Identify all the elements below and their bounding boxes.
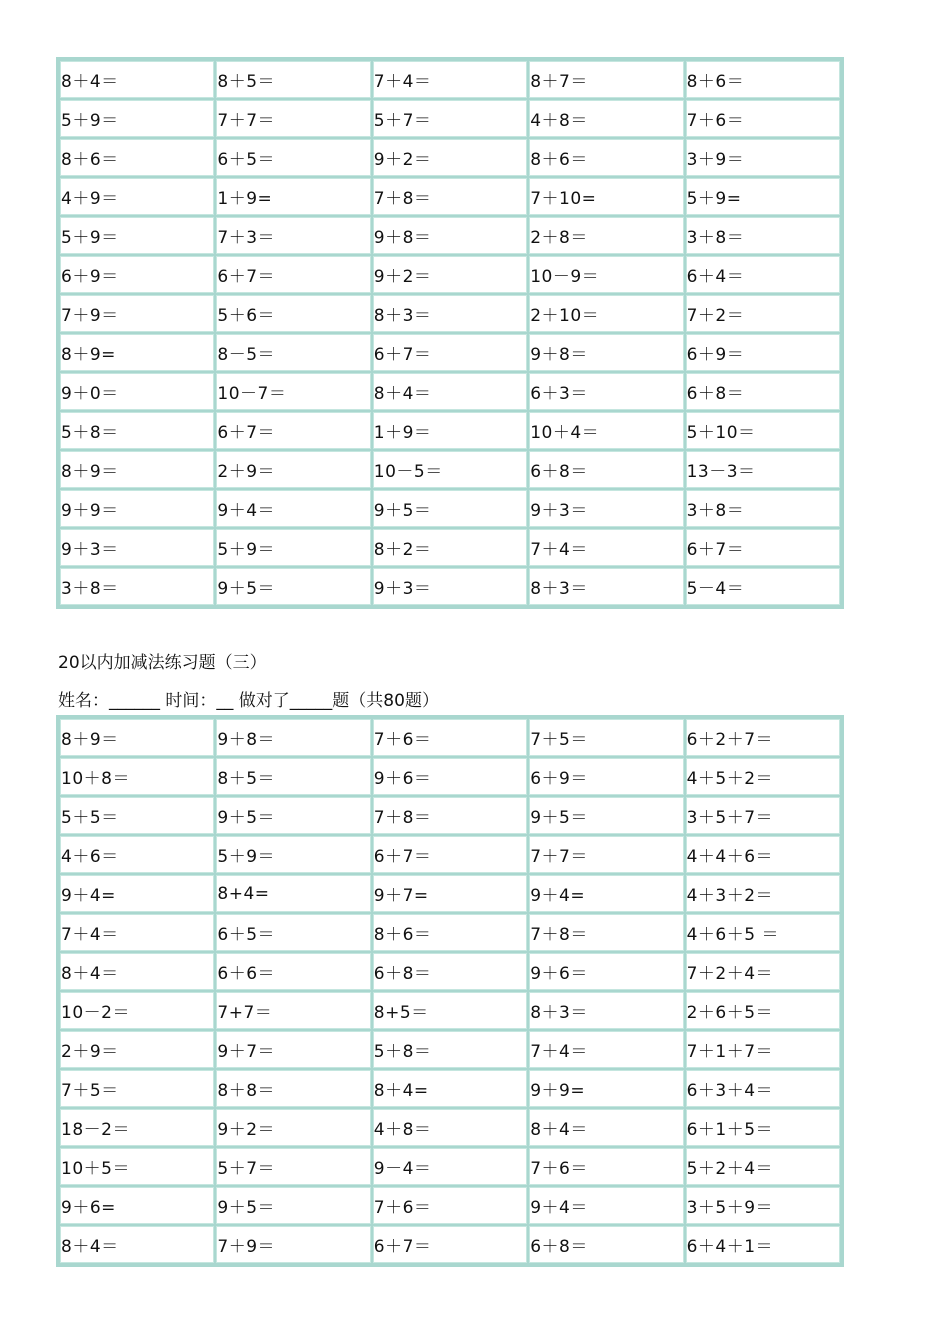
problem-cell: 4＋6＋5 ＝ <box>686 914 840 951</box>
problem-cell: 8＋8＝ <box>216 1070 370 1107</box>
problem-cell: 7＋2＋4＝ <box>686 953 840 990</box>
problem-cell: 10＋8＝ <box>60 758 214 795</box>
problem-cell: 7＋5＝ <box>60 1070 214 1107</box>
problem-cell: 5＋10＝ <box>686 412 840 449</box>
problem-cell: 6＋7＝ <box>373 334 527 371</box>
problem-cell: 5＋7＝ <box>216 1148 370 1185</box>
problem-cell: 6＋3＝ <box>529 373 683 410</box>
problem-cell: 8＋4＝ <box>529 1109 683 1146</box>
problem-cell: 9＋6＝ <box>373 758 527 795</box>
section-title: 20以内加减法练习题（三） <box>58 653 267 673</box>
problem-cell: 2＋6＋5＝ <box>686 992 840 1029</box>
problem-cell: 6＋7＝ <box>216 412 370 449</box>
problem-cell: 9＋4＝ <box>216 490 370 527</box>
problem-cell: 9＋4= <box>529 875 683 912</box>
problem-cell: 7＋1＋7＝ <box>686 1031 840 1068</box>
problem-cell: 9＋5＝ <box>529 797 683 834</box>
problem-cell: 7＋7＝ <box>216 100 370 137</box>
problem-cell: 9＋8＝ <box>216 719 370 756</box>
problem-cell: 5＋8＝ <box>373 1031 527 1068</box>
problem-cell: 9＋6= <box>60 1187 214 1224</box>
problem-cell: 7＋8＝ <box>529 914 683 951</box>
problem-cell: 9＋8＝ <box>529 334 683 371</box>
problem-cell: 9＋3＝ <box>529 490 683 527</box>
problem-cell: 9＋8＝ <box>373 217 527 254</box>
problem-cell: 4＋5＋2＝ <box>686 758 840 795</box>
problem-cell: 9＋2＝ <box>216 1109 370 1146</box>
problem-cell: 6＋9＝ <box>529 758 683 795</box>
problem-cell: 5＋9＝ <box>216 529 370 566</box>
problem-cell: 6＋6＝ <box>216 953 370 990</box>
problem-cell: 6＋7＝ <box>373 1226 527 1263</box>
problem-cell: 7＋3＝ <box>216 217 370 254</box>
worksheet-table-2 <box>56 715 844 1267</box>
problem-cell: 6＋3＋4＝ <box>686 1070 840 1107</box>
problem-cell: 8＋6＝ <box>373 914 527 951</box>
problem-cell: 2＋9＝ <box>60 1031 214 1068</box>
problem-cell: 6＋4＋1＝ <box>686 1226 840 1263</box>
problem-cell: 10－7＝ <box>216 373 370 410</box>
problem-cell: 6＋2＋7＝ <box>686 719 840 756</box>
problem-cell: 6＋8＝ <box>529 451 683 488</box>
problem-cell: 9＋6＝ <box>529 953 683 990</box>
problem-cell: 4＋8＝ <box>529 100 683 137</box>
problem-cell: 8＋3＝ <box>529 992 683 1029</box>
problem-cell: 1＋9＝ <box>373 412 527 449</box>
problem-cell: 5＋8＝ <box>60 412 214 449</box>
problem-cell: 3＋8＝ <box>686 217 840 254</box>
problem-cell: 6＋5＝ <box>216 139 370 176</box>
problem-cell: 9＋3＝ <box>60 529 214 566</box>
problem-cell: 10＋4＝ <box>529 412 683 449</box>
problem-cell: 5＋9＝ <box>60 217 214 254</box>
problem-cell: 6＋9＝ <box>60 256 214 293</box>
problem-cell: 8＋7＝ <box>529 61 683 98</box>
problem-cell: 4＋3＋2＝ <box>686 875 840 912</box>
problem-cell: 7＋10= <box>529 178 683 215</box>
problem-cell: 8＋6＝ <box>60 139 214 176</box>
problem-cell: 8＋4＝ <box>60 953 214 990</box>
problem-cell: 9＋5＝ <box>216 797 370 834</box>
problem-cell: 7＋6＝ <box>373 1187 527 1224</box>
problem-cell: 7＋7＝ <box>529 836 683 873</box>
problem-cell: 7＋4＝ <box>60 914 214 951</box>
problem-cell: 6＋7＝ <box>373 836 527 873</box>
problem-cell: 6＋7＝ <box>686 529 840 566</box>
problem-cell: 18－2＝ <box>60 1109 214 1146</box>
problem-cell: 8＋6＝ <box>686 61 840 98</box>
problem-cell: 8＋4＝ <box>60 1226 214 1263</box>
worksheet-table-1 <box>56 57 844 609</box>
problem-cell: 8+4= <box>216 875 370 912</box>
problem-cell: 3＋8＝ <box>686 490 840 527</box>
problem-cell: 10－5＝ <box>373 451 527 488</box>
problem-cell: 7＋4＝ <box>373 61 527 98</box>
problem-cell: 6＋5＝ <box>216 914 370 951</box>
problem-cell: 8＋3＝ <box>529 568 683 605</box>
problem-cell: 5＋9= <box>686 178 840 215</box>
problem-cell: 4＋6＝ <box>60 836 214 873</box>
problem-cell: 8－5＝ <box>216 334 370 371</box>
problem-cell: 8＋9＝ <box>60 719 214 756</box>
problem-cell: 7＋8＝ <box>373 178 527 215</box>
problem-cell: 7＋4＝ <box>529 529 683 566</box>
problem-cell: 5＋6＝ <box>216 295 370 332</box>
problem-cell: 9＋0＝ <box>60 373 214 410</box>
problem-cell: 2＋8＝ <box>529 217 683 254</box>
student-info-line: 姓名：______ 时间：__ 做对了_____题（共80题） <box>58 691 439 711</box>
problem-cell: 10－2＝ <box>60 992 214 1029</box>
problem-cell: 9＋4＝ <box>529 1187 683 1224</box>
problem-cell: 9＋3＝ <box>373 568 527 605</box>
problem-cell: 5＋9＝ <box>60 100 214 137</box>
problem-cell: 10＋5＝ <box>60 1148 214 1185</box>
problem-cell: 2＋9＝ <box>216 451 370 488</box>
problem-cell: 5＋5＝ <box>60 797 214 834</box>
problem-cell: 4＋8＝ <box>373 1109 527 1146</box>
problem-cell: 9＋4= <box>60 875 214 912</box>
problem-cell: 7＋6＝ <box>373 719 527 756</box>
problem-cell: 7＋8＝ <box>373 797 527 834</box>
problem-cell: 3＋8＝ <box>60 568 214 605</box>
problem-cell: 8＋5＝ <box>216 61 370 98</box>
problem-cell: 7＋2＝ <box>686 295 840 332</box>
problem-cell: 8＋5＝ <box>216 758 370 795</box>
problem-cell: 8＋4＝ <box>373 373 527 410</box>
problem-cell: 7＋4＝ <box>529 1031 683 1068</box>
problem-cell: 6＋7＝ <box>216 256 370 293</box>
problem-cell: 6＋1＋5＝ <box>686 1109 840 1146</box>
problem-cell: 5＋7＝ <box>373 100 527 137</box>
problem-cell: 8＋9= <box>60 334 214 371</box>
problem-cell: 6＋8＝ <box>529 1226 683 1263</box>
problem-cell: 9＋9＝ <box>60 490 214 527</box>
problem-cell: 9＋7= <box>373 875 527 912</box>
problem-cell: 7＋5＝ <box>529 719 683 756</box>
problem-cell: 9＋7＝ <box>216 1031 370 1068</box>
problem-cell: 6＋9＝ <box>686 334 840 371</box>
problem-cell: 7＋9＝ <box>216 1226 370 1263</box>
problem-cell: 5＋2＋4＝ <box>686 1148 840 1185</box>
problem-cell: 9＋2＝ <box>373 256 527 293</box>
problem-cell: 10－9＝ <box>529 256 683 293</box>
problem-cell: 6＋4＝ <box>686 256 840 293</box>
problem-cell: 8＋4= <box>373 1070 527 1107</box>
problem-cell: 7＋9＝ <box>60 295 214 332</box>
problem-cell: 8＋4＝ <box>60 61 214 98</box>
problem-cell: 9＋9= <box>529 1070 683 1107</box>
problem-cell: 9＋2＝ <box>373 139 527 176</box>
problem-cell: 6＋8＝ <box>373 953 527 990</box>
problem-cell: 8＋9＝ <box>60 451 214 488</box>
problem-cell: 5＋9＝ <box>216 836 370 873</box>
problem-cell: 5－4＝ <box>686 568 840 605</box>
problem-cell: 8＋2＝ <box>373 529 527 566</box>
problem-cell: 4＋9＝ <box>60 178 214 215</box>
problem-cell: 9－4＝ <box>373 1148 527 1185</box>
problem-cell: 7+7＝ <box>216 992 370 1029</box>
problem-cell: 13－3＝ <box>686 451 840 488</box>
problem-cell: 3＋5＋7＝ <box>686 797 840 834</box>
problem-cell: 6＋8＝ <box>686 373 840 410</box>
problem-cell: 8＋6＝ <box>529 139 683 176</box>
problem-cell: 1＋9= <box>216 178 370 215</box>
problem-cell: 7＋6＝ <box>529 1148 683 1185</box>
problem-cell: 9＋5＝ <box>373 490 527 527</box>
problem-cell: 7＋6＝ <box>686 100 840 137</box>
problem-cell: 3＋9＝ <box>686 139 840 176</box>
problem-cell: 8＋3＝ <box>373 295 527 332</box>
problem-cell: 9＋5＝ <box>216 1187 370 1224</box>
problem-cell: 9＋5＝ <box>216 568 370 605</box>
problem-cell: 2＋10＝ <box>529 295 683 332</box>
problem-cell: 4＋4＋6＝ <box>686 836 840 873</box>
problem-cell: 3＋5＋9＝ <box>686 1187 840 1224</box>
problem-cell: 8+5＝ <box>373 992 527 1029</box>
